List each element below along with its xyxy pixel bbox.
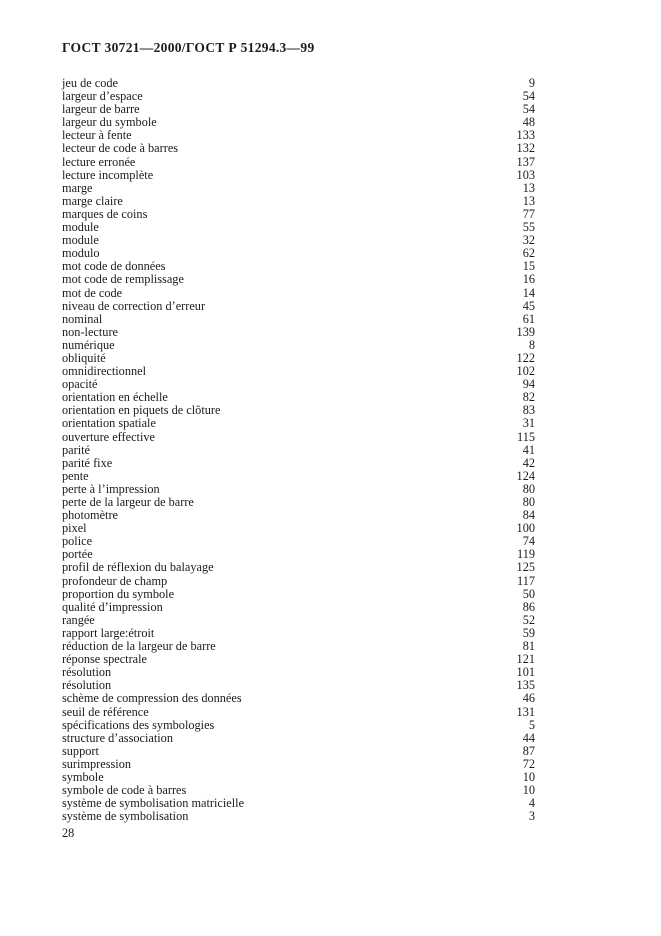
- index-term: orientation en échelle: [62, 390, 168, 405]
- index-entry-row: [62, 444, 535, 457]
- index-term: lecture erronée: [62, 154, 136, 169]
- index-term: niveau de correction d’erreur: [62, 298, 206, 313]
- index-page-number: 137: [516, 154, 535, 169]
- index-list: [62, 77, 535, 823]
- index-entry-row: [62, 601, 535, 614]
- index-term: qualité d’impression: [62, 599, 163, 614]
- index-term: orientation en piquets de clôture: [62, 403, 221, 418]
- index-page-number: 125: [516, 560, 535, 575]
- index-page-number: 3: [528, 809, 535, 824]
- index-entry-row: [62, 522, 535, 535]
- index-page-number: 86: [522, 599, 535, 614]
- index-entry-row: [62, 509, 535, 522]
- index-page-number: 9: [528, 76, 535, 90]
- index-term: largeur du symbole: [62, 115, 157, 130]
- index-term: lecture incomplète: [62, 167, 154, 182]
- index-term: police: [62, 534, 93, 549]
- index-term: proportion du symbole: [62, 586, 175, 601]
- index-entry-row: [62, 339, 535, 352]
- index-term: photomètre: [62, 508, 119, 523]
- index-term: schème de compression des données: [62, 691, 242, 706]
- index-page-number: 133: [516, 128, 535, 143]
- index-entry-row: [62, 431, 535, 444]
- index-term: parité: [62, 442, 90, 457]
- index-entry-row: [62, 588, 535, 601]
- index-entry-row: [62, 666, 535, 679]
- index-page-number: 32: [522, 233, 535, 248]
- index-entry-row: [62, 561, 535, 574]
- index-term: marge: [62, 180, 93, 195]
- index-page-number: 124: [516, 468, 535, 483]
- index-entry-row: [62, 313, 535, 326]
- index-page-number: 115: [517, 429, 535, 444]
- index-term: obliquité: [62, 350, 106, 365]
- index-page-number: 135: [516, 678, 535, 693]
- index-page-number: 87: [522, 743, 535, 758]
- index-entry-row: [62, 535, 535, 548]
- document-header-title: ГОСТ 30721—2000/ГОСТ Р 51294.3—99: [62, 40, 315, 55]
- index-entry-row: [62, 732, 535, 745]
- index-entry-row: [62, 182, 535, 195]
- index-entry-row: [62, 706, 535, 719]
- index-term: ouverture effective: [62, 429, 155, 444]
- index-page-number: 31: [522, 416, 535, 431]
- index-page-number: 80: [522, 481, 535, 496]
- index-page-number: 10: [522, 769, 535, 784]
- index-entry-row: [62, 614, 535, 627]
- index-term: perte à l’impression: [62, 481, 160, 496]
- index-page-number: 54: [522, 102, 535, 117]
- index-term: surimpression: [62, 756, 131, 771]
- index-term: largeur d’espace: [62, 89, 143, 104]
- index-page-number: 117: [517, 573, 535, 588]
- index-page-number: 81: [522, 639, 535, 654]
- index-term: mot code de données: [62, 259, 166, 274]
- index-page-number: 103: [516, 167, 535, 182]
- index-page-number: 80: [522, 495, 535, 509]
- index-term: parité fixe: [62, 455, 113, 470]
- index-entry-row: [62, 208, 535, 221]
- index-term: système de symbolisation: [62, 809, 189, 824]
- index-term: pixel: [62, 521, 87, 536]
- index-page-number: 121: [516, 652, 535, 667]
- index-entry-row: [62, 300, 535, 313]
- index-page-number: 5: [528, 717, 535, 732]
- index-page-number: 139: [516, 324, 535, 339]
- index-page-number: 102: [516, 364, 535, 379]
- index-entry-row: [62, 221, 535, 234]
- index-page-number: 45: [522, 298, 535, 313]
- index-page-number: 50: [522, 586, 535, 601]
- index-term: opacité: [62, 377, 98, 392]
- index-term: réduction de la largeur de barre: [62, 639, 216, 654]
- index-term: jeu de code: [62, 76, 118, 90]
- index-page-number: 94: [522, 377, 535, 392]
- index-term: lecteur à fente: [62, 128, 132, 143]
- index-entry-row: [62, 719, 535, 732]
- index-term: marge claire: [62, 193, 123, 208]
- index-entry-row: [62, 365, 535, 378]
- index-page-number: 55: [522, 220, 535, 235]
- index-entry-row: [62, 496, 535, 509]
- index-page-number: 4: [528, 796, 535, 811]
- index-entry-row: [62, 273, 535, 286]
- index-page-number: 83: [522, 403, 535, 418]
- index-page-number: 41: [522, 442, 535, 457]
- index-entry-row: [62, 417, 535, 430]
- index-term: module: [62, 233, 99, 248]
- index-page-number: 8: [528, 337, 535, 352]
- index-page-number: 42: [522, 455, 535, 470]
- index-term: rapport large:étroit: [62, 625, 155, 640]
- index-page-number: 84: [522, 508, 535, 523]
- index-term: symbole: [62, 769, 104, 784]
- index-page-number: 82: [522, 390, 535, 405]
- index-page-number: 44: [522, 730, 535, 745]
- index-term: lecteur de code à barres: [62, 141, 179, 156]
- index-page-number: 13: [522, 193, 535, 208]
- index-page-number: 101: [516, 665, 535, 680]
- index-page-number: 15: [522, 259, 535, 274]
- index-page-number: 100: [516, 521, 535, 536]
- index-term: mot code de remplissage: [62, 272, 184, 287]
- index-term: seuil de référence: [62, 704, 149, 719]
- index-term: numérique: [62, 337, 115, 352]
- index-entry-row: [62, 470, 535, 483]
- index-page-number: 14: [522, 285, 535, 300]
- index-page-number: 119: [517, 547, 535, 562]
- index-page-number: 52: [522, 612, 535, 627]
- index-term: profil de réflexion du balayage: [62, 560, 214, 575]
- index-entry-row: [62, 234, 535, 247]
- index-term: module: [62, 220, 99, 235]
- index-term: omnidirectionnel: [62, 364, 147, 379]
- index-term: système de symbolisation matricielle: [62, 796, 245, 811]
- index-term: réponse spectrale: [62, 652, 148, 667]
- index-term: portée: [62, 547, 93, 562]
- index-entry-row: [62, 745, 535, 758]
- index-entry-row: [62, 156, 535, 169]
- index-entry-row: [62, 326, 535, 339]
- index-term: rangée: [62, 612, 95, 627]
- index-page-number: 62: [522, 246, 535, 261]
- index-term: modulo: [62, 246, 100, 261]
- index-term: résolution: [62, 678, 112, 693]
- index-page-number: 48: [522, 115, 535, 130]
- index-term: spécifications des symbologies: [62, 717, 215, 732]
- index-term: marques de coins: [62, 206, 148, 221]
- index-entry-row: [62, 142, 535, 155]
- index-term: perte de la largeur de barre: [62, 495, 194, 509]
- index-term: orientation spatiale: [62, 416, 156, 431]
- index-entry-row: [62, 575, 535, 588]
- index-page-number: 46: [522, 691, 535, 706]
- index-page-number: 77: [522, 206, 535, 221]
- index-entry-row: [62, 195, 535, 208]
- index-term: mot de code: [62, 285, 123, 300]
- index-page-number: 16: [522, 272, 535, 287]
- index-term: non-lecture: [62, 324, 118, 339]
- index-page-number: 72: [522, 756, 535, 771]
- index-term: résolution: [62, 665, 112, 680]
- index-page-number: 131: [516, 704, 535, 719]
- index-entry-row: [62, 457, 535, 470]
- index-entry-row: [62, 692, 535, 705]
- index-page-number: 74: [522, 534, 535, 549]
- index-entry-row: [62, 653, 535, 666]
- index-entry-row: [62, 116, 535, 129]
- page-footer-number: 28: [62, 826, 75, 840]
- index-page-number: 54: [522, 89, 535, 104]
- index-term: pente: [62, 468, 89, 483]
- index-page-number: 122: [516, 350, 535, 365]
- index-term: structure d’association: [62, 730, 173, 745]
- index-entry-row: [62, 169, 535, 182]
- index-page-number: 59: [522, 625, 535, 640]
- index-term: support: [62, 743, 99, 758]
- index-page-number: 132: [516, 141, 535, 156]
- index-term: symbole de code à barres: [62, 783, 187, 798]
- index-term: nominal: [62, 311, 103, 326]
- index-term: profondeur de champ: [62, 573, 168, 588]
- index-entry-row: [62, 758, 535, 771]
- index-page-number: 13: [522, 180, 535, 195]
- index-entry-row: [62, 287, 535, 300]
- index-page-number: 10: [522, 783, 535, 798]
- index-entry-row: [62, 810, 535, 823]
- index-term: largeur de barre: [62, 102, 140, 117]
- index-page-number: 61: [522, 311, 535, 326]
